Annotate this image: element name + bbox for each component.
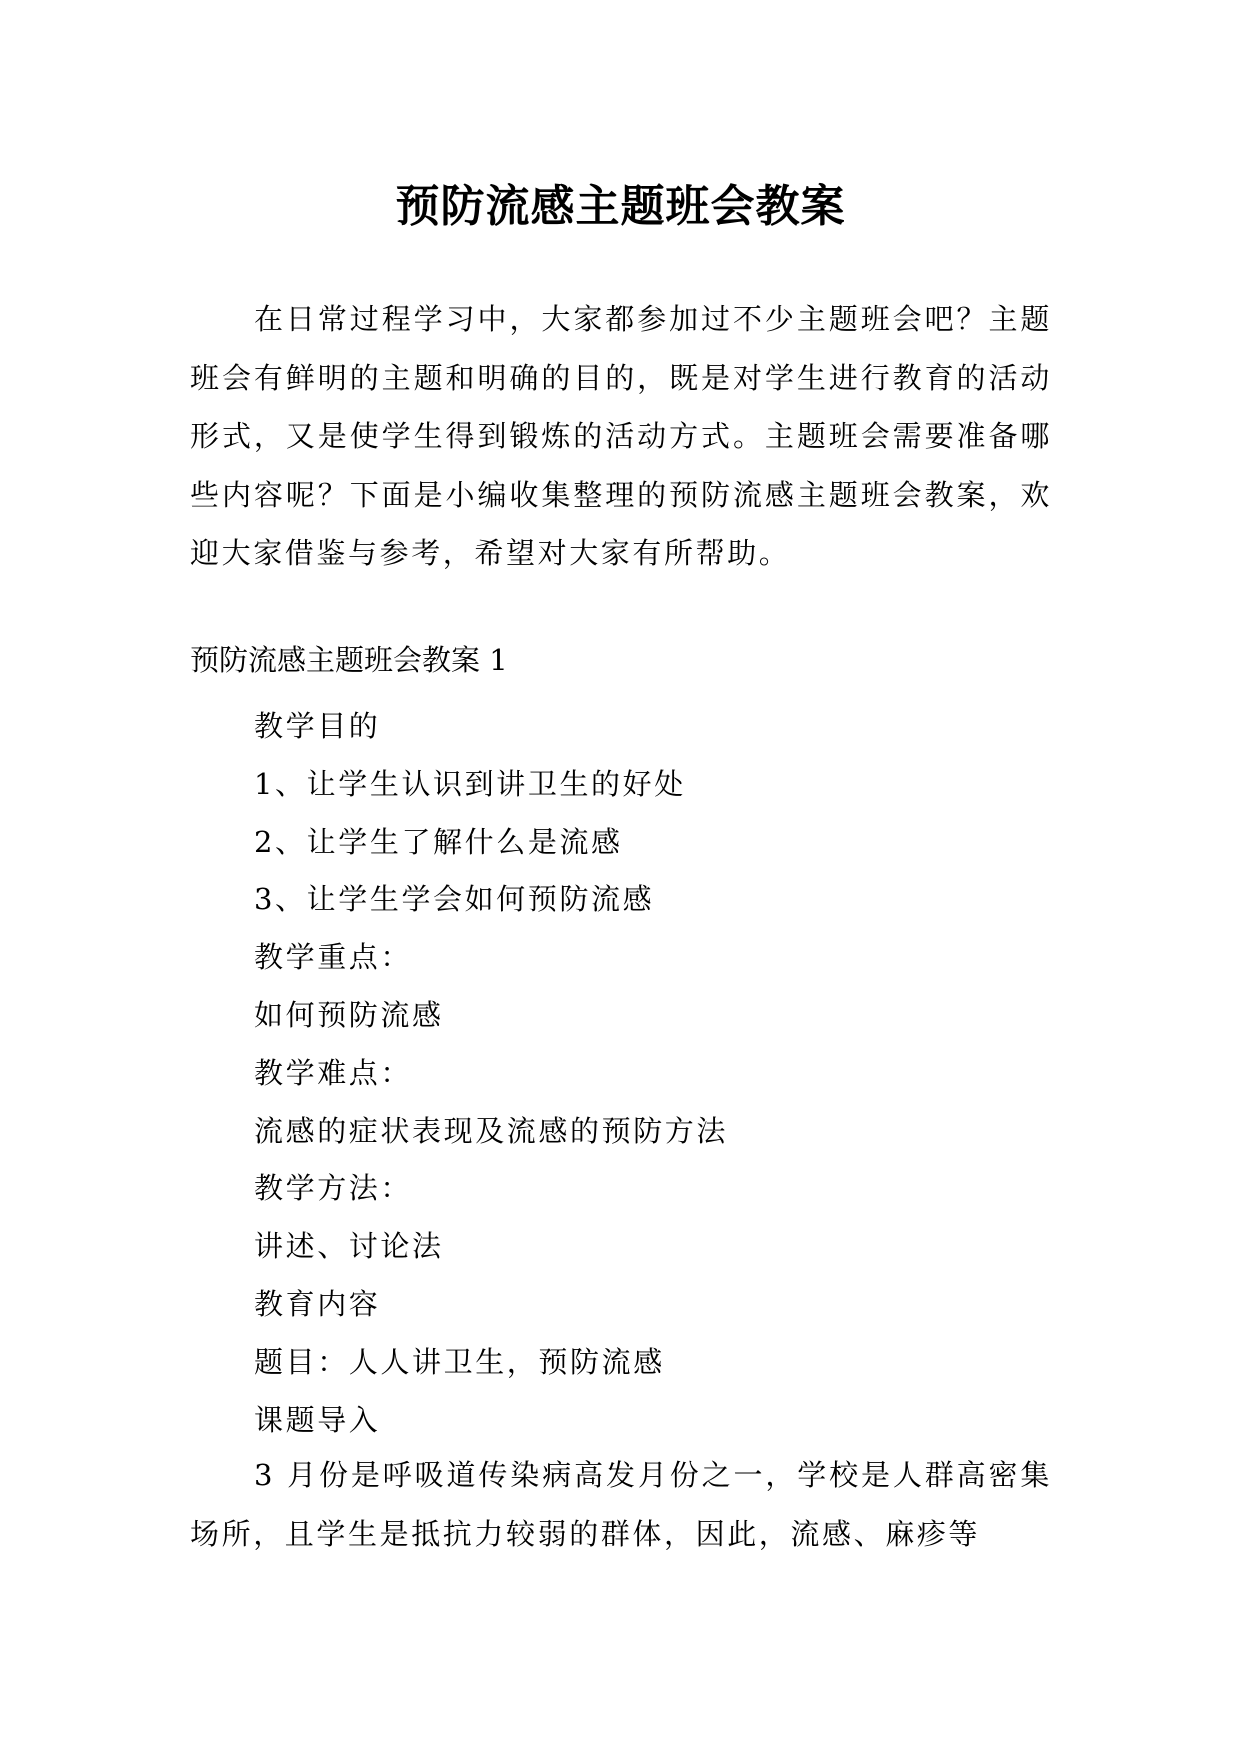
line-difficulty-label: 教学难点： [254, 1055, 413, 1090]
line-key-point: 如何预防流感 [254, 997, 444, 1032]
section-heading: 预防流感主题班会教案 1 [190, 643, 508, 677]
line-content-label: 教育内容 [254, 1286, 381, 1321]
line-method-label: 教学方法： [254, 1171, 413, 1206]
line-purpose-1: 1、让学生认识到讲卫生的好处 [254, 766, 686, 801]
closing-paragraph: 3 月份是呼吸道传染病高发月份之一，学校是人群高密集场所，且学生是抵抗力较弱的群体，因此，流感、麻疹等 [190, 1458, 1052, 1551]
line-teaching-purpose: 教学目的 [254, 709, 381, 743]
intro-paragraph: 在日常过程学习中，大家都参加过不少主题班会吧？主题班会有鲜明的主题和明确的目的，既是对学生进行教育的活动形式，又是使学生得到锻炼的活动方式。主题班会需要准备哪些内容呢？下面是小编收集整理的预防流感主题班会教案，欢迎大家借鉴与参考，希望对大家有所帮助。 [190, 302, 1052, 570]
line-topic: 题目：人人讲卫生，预防流感 [254, 1344, 665, 1379]
line-purpose-2: 2、让学生了解什么是流感 [254, 824, 623, 859]
line-introduction: 课题导入 [254, 1402, 381, 1437]
lesson-plan-lines [254, 698, 728, 1449]
line-difficulty: 流感的症状表现及流感的预防方法 [254, 1113, 729, 1148]
line-key-point-label: 教学重点： [254, 940, 413, 975]
document-title: 预防流感主题班会教案 [395, 181, 846, 233]
line-method: 讲述、讨论法 [254, 1229, 444, 1264]
line-purpose-3: 3、让学生学会如何预防流感 [254, 882, 655, 917]
